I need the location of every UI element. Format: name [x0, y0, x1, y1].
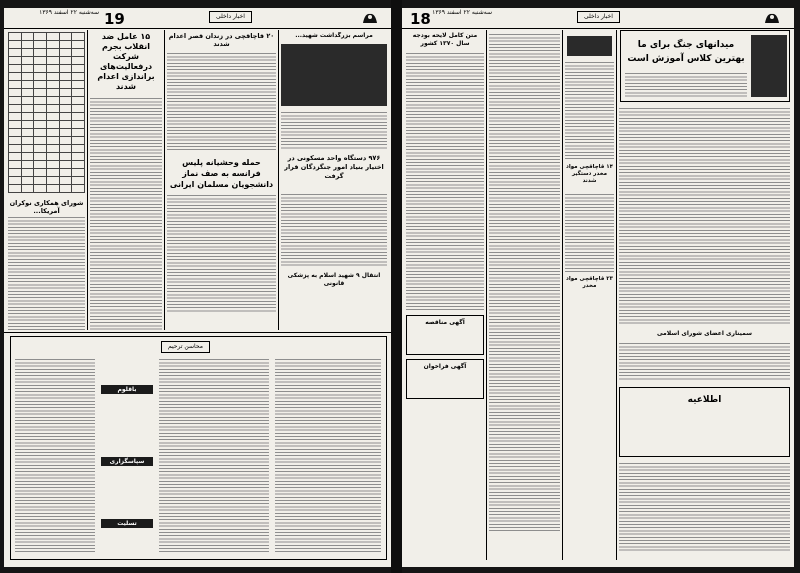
headline-battlefield: میدانهای جنگ برای ما [637, 40, 735, 50]
section-divider [4, 332, 391, 333]
column-rule [87, 30, 88, 330]
ads-body [159, 357, 269, 553]
ad-box-title: باقلوم [101, 385, 153, 394]
column-smugglers [565, 32, 614, 562]
headline-prison: ۲۰ قاچاقچی در زندان قصر اعدام شدند [168, 32, 275, 48]
article-body [619, 106, 790, 326]
headline-smugglers-14: ۱۴ قاچاقچی مواد مخدر دستگیر شدند [566, 164, 613, 184]
article-body [565, 60, 614, 160]
newspaper-logo-icon [362, 10, 378, 24]
headline-smugglers-23: ۲۳ قاچاقچی مواد مخدر [566, 276, 613, 289]
newspaper-page-18 [402, 8, 794, 567]
article-body [167, 193, 276, 313]
newspaper-logo-icon [764, 10, 780, 24]
article-body [167, 51, 276, 151]
price-table [8, 32, 85, 193]
prices-column [8, 32, 85, 332]
ads-body [15, 357, 95, 553]
column-rule [486, 30, 487, 560]
column-legal [489, 32, 560, 562]
announcement-box [619, 387, 790, 457]
article-body [619, 461, 790, 551]
headline-call: آگهی فراخوان [423, 363, 467, 370]
column-police [167, 32, 276, 332]
page-number: 19 [104, 10, 125, 28]
article-body [90, 96, 162, 332]
headline-announcement: اطلاعیه [687, 395, 722, 405]
notice-box [406, 359, 484, 399]
ad-box-title: سپاسگزاری [101, 457, 153, 466]
article-body [625, 71, 747, 97]
article-body [406, 51, 484, 311]
page-date: سه‌شنبه ۲۲ اسفند ۱۳۶۹ [39, 9, 99, 16]
headline-lr-small: شورای همکاری نوکران آمریکا... [9, 199, 84, 215]
page-gutter [391, 0, 402, 573]
notice-box [406, 315, 484, 355]
article-body [489, 32, 560, 532]
headline-ceremony: مراسم بزرگداشت شهید... [295, 32, 373, 39]
news-photo [567, 36, 612, 56]
headline-budget: متن کامل لایحه بودجه سال ۱۳۷۰ کشور [412, 32, 478, 47]
article-body [281, 110, 387, 150]
newspaper-page-19 [4, 8, 391, 567]
column-housing [281, 32, 387, 332]
ad-box-title: تسلیت [101, 519, 153, 528]
column-budget [406, 32, 484, 562]
ads-title: محاسن ترحیم [161, 341, 210, 353]
headline-seminar: سمیناری اعضای شورای اسلامی [656, 330, 753, 337]
headline-martyrs: انتقال ۹ شهید اسلام به پزشکی قانونی [287, 272, 381, 287]
headline-housing: ۹۷۶ دستگاه واحد مسکونی در اختیار بنیاد امور جنگزدگان قرار گرفت [284, 154, 384, 180]
column-rule [278, 30, 279, 330]
column-executions [90, 32, 162, 332]
column-main [619, 106, 790, 562]
article-body [8, 215, 85, 332]
article-body [565, 192, 614, 272]
page-masthead [402, 8, 794, 29]
ads-section [10, 336, 387, 560]
headline-tender: آگهی مناقصه [425, 319, 465, 326]
feature-box [620, 30, 790, 102]
column-rule [164, 30, 165, 330]
portrait-photo [751, 35, 787, 97]
page-number: 18 [410, 10, 431, 28]
column-rule [562, 30, 563, 560]
article-body [619, 341, 790, 381]
headline-best-class: بهترین کلاس آموزش است [627, 54, 745, 64]
section-label: اخبار داخلی [209, 11, 252, 23]
news-photo [281, 44, 387, 106]
page-masthead [4, 8, 391, 29]
headline-executions: ۱۵ عامل ضد انقلاب بجرم شرکت درفعالیت‌های براندازی اعدام شدند [97, 32, 155, 91]
page-date: سه‌شنبه ۲۲ اسفند ۱۳۶۹ [432, 9, 492, 16]
article-body [281, 192, 387, 267]
headline-police-attack: حمله وحشیانه پلیس فرانسه به صف نماز دانشجویان مسلمان ایرانی [169, 158, 274, 189]
ads-body [275, 357, 381, 553]
section-label: اخبار داخلی [577, 11, 620, 23]
column-rule [616, 30, 617, 560]
